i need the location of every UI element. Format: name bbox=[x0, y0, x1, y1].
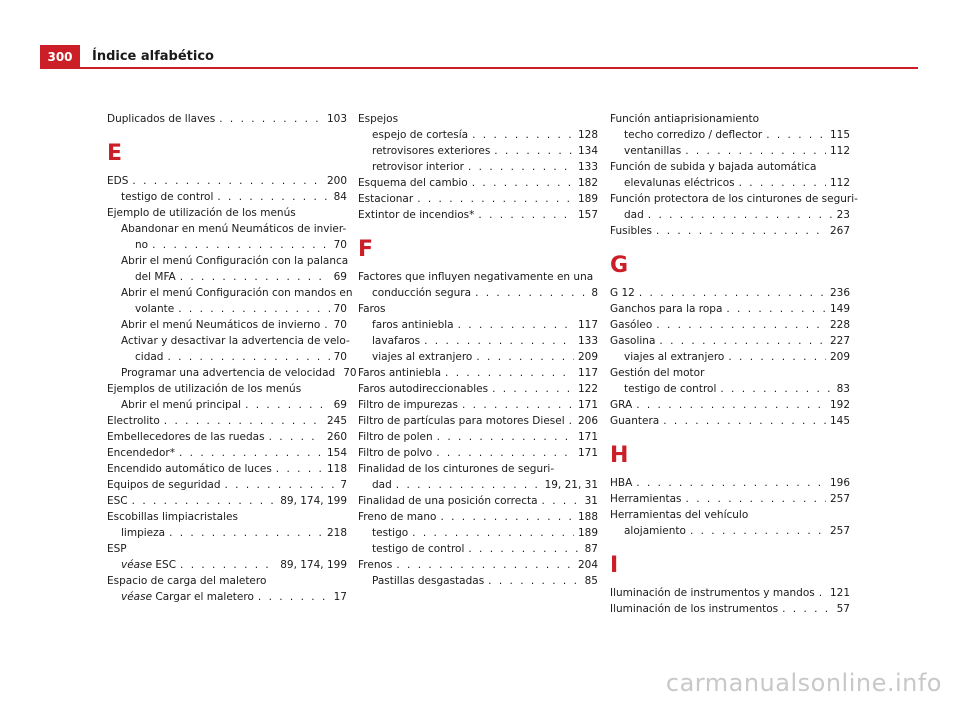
page-reference: 112 bbox=[829, 177, 850, 189]
index-entry bbox=[358, 413, 598, 429]
page-reference: 89, 174, 199 bbox=[280, 495, 347, 507]
dot-leader bbox=[656, 223, 826, 239]
entry-label: Filtro de partículas para motores Diesel bbox=[358, 415, 565, 427]
header-divider bbox=[40, 67, 918, 69]
index-entry bbox=[107, 413, 347, 429]
page-reference: 227 bbox=[829, 335, 850, 347]
index-subentry bbox=[107, 589, 347, 605]
index-entry bbox=[610, 585, 850, 601]
index-entry bbox=[358, 461, 598, 493]
dot-leader bbox=[468, 541, 580, 557]
entry-label: Duplicados de llaves bbox=[107, 113, 216, 125]
page-reference: 189 bbox=[577, 527, 598, 539]
dot-leader bbox=[478, 207, 574, 223]
page-reference: 200 bbox=[326, 175, 347, 187]
dot-leader bbox=[636, 397, 826, 413]
entry-label: G 12 bbox=[610, 287, 635, 299]
index-subentry bbox=[358, 127, 598, 143]
page-reference: 154 bbox=[326, 447, 347, 459]
dot-leader bbox=[412, 525, 574, 541]
entry-label: Abrir el menú Neumáticos de invierno bbox=[121, 319, 321, 331]
entry-label: Herramientas bbox=[610, 493, 682, 505]
entry-label: Faros bbox=[358, 303, 386, 315]
page-reference: 70 bbox=[333, 319, 347, 331]
page-reference: 19, 21, 31 bbox=[544, 479, 598, 491]
dot-leader bbox=[488, 573, 580, 589]
index-subentry bbox=[107, 397, 347, 413]
entry-label-continuation: conducción segura bbox=[372, 287, 472, 299]
index-subentry bbox=[107, 221, 347, 253]
see-reference: véase bbox=[121, 591, 153, 603]
entry-label: Freno de mano bbox=[358, 511, 437, 523]
index-subentry bbox=[358, 525, 598, 541]
entry-label: Pastillas desgastadas bbox=[372, 575, 485, 587]
entry-label: Filtro de impurezas bbox=[358, 399, 458, 411]
page-reference: 69 bbox=[333, 399, 347, 411]
page-reference: 8 bbox=[591, 287, 598, 299]
dot-leader bbox=[639, 285, 826, 301]
entry-label: testigo bbox=[372, 527, 409, 539]
page-reference: 117 bbox=[577, 367, 598, 379]
index-entry bbox=[610, 475, 850, 491]
index-entry bbox=[610, 223, 850, 239]
entry-label: Herramientas del vehículo bbox=[610, 509, 749, 521]
section-letter: F bbox=[358, 237, 374, 262]
entry-label: retrovisor interior bbox=[372, 161, 464, 173]
dot-leader bbox=[476, 349, 574, 365]
page-reference: 121 bbox=[829, 587, 850, 599]
section-letter: E bbox=[107, 141, 123, 166]
entry-label: Ejemplos de utilización de los menús bbox=[107, 383, 302, 395]
index-entry bbox=[610, 285, 850, 301]
dot-leader bbox=[440, 509, 574, 525]
page-reference: 133 bbox=[577, 161, 598, 173]
entry-label-continuation: dad bbox=[372, 479, 392, 491]
entry-label: Abrir el menú Configuración con mandos en bbox=[121, 287, 353, 299]
entry-label: Gasóleo bbox=[610, 319, 653, 331]
index-subentry bbox=[610, 175, 850, 191]
dot-leader bbox=[437, 429, 574, 445]
index-subentry bbox=[107, 317, 347, 333]
page-reference: 87 bbox=[584, 543, 598, 555]
page-reference: 149 bbox=[829, 303, 850, 315]
dot-leader bbox=[180, 269, 330, 285]
index-entry bbox=[358, 301, 598, 317]
index-subentry bbox=[358, 573, 598, 589]
dot-leader bbox=[458, 317, 574, 333]
page-reference: 145 bbox=[829, 415, 850, 427]
dot-leader bbox=[180, 557, 276, 573]
dot-leader bbox=[726, 301, 826, 317]
index-entry bbox=[358, 397, 598, 413]
index-subentry bbox=[107, 253, 347, 285]
index-entry bbox=[610, 397, 850, 413]
entry-label: Faros antiniebla bbox=[358, 367, 442, 379]
entry-label: HBA bbox=[610, 477, 633, 489]
dot-leader bbox=[269, 429, 323, 445]
dot-leader bbox=[424, 333, 574, 349]
watermark: carmanualsonline.info bbox=[665, 669, 942, 697]
entry-label: ventanillas bbox=[624, 145, 682, 157]
page-reference: 117 bbox=[577, 319, 598, 331]
index-subentry bbox=[610, 381, 850, 397]
dot-leader bbox=[245, 397, 330, 413]
index-subentry bbox=[107, 365, 357, 381]
index-subentry bbox=[358, 333, 598, 349]
index-entry bbox=[358, 269, 598, 301]
entry-label-continuation: volante bbox=[135, 303, 175, 315]
entry-label: Cargar el maletero bbox=[155, 591, 254, 603]
index-entry bbox=[610, 491, 850, 507]
index-entry bbox=[610, 507, 850, 523]
index-entry bbox=[358, 175, 598, 191]
page-reference: 85 bbox=[584, 575, 598, 587]
entry-label: Esquema del cambio bbox=[358, 177, 468, 189]
index-column-3 bbox=[610, 111, 858, 617]
entry-label: Equipos de seguridad bbox=[107, 479, 221, 491]
page-reference: 83 bbox=[836, 383, 850, 395]
dot-leader bbox=[739, 175, 826, 191]
entry-label: Guantera bbox=[610, 415, 660, 427]
index-subentry bbox=[107, 525, 347, 541]
page-reference: 69 bbox=[333, 271, 347, 283]
page-reference: 115 bbox=[829, 129, 850, 141]
index-column-1 bbox=[107, 111, 357, 605]
page-reference: 23 bbox=[836, 209, 850, 221]
entry-label: Espacio de carga del maletero bbox=[107, 575, 267, 587]
page-reference: 204 bbox=[577, 559, 598, 571]
page-reference: 70 bbox=[333, 303, 347, 315]
index-entry bbox=[107, 509, 347, 525]
page-reference: 84 bbox=[333, 191, 347, 203]
entry-label: Función protectora de los cinturones de seguri- bbox=[610, 193, 858, 205]
index-entry bbox=[358, 557, 598, 573]
entry-label: Abrir el menú principal bbox=[121, 399, 242, 411]
dot-leader bbox=[659, 333, 826, 349]
dot-leader bbox=[169, 525, 323, 541]
dot-leader bbox=[472, 127, 574, 143]
entry-label: Ejemplo de utilización de los menús bbox=[107, 207, 296, 219]
entry-label: Electrolito bbox=[107, 415, 160, 427]
index-entry bbox=[107, 429, 347, 445]
dot-leader bbox=[690, 523, 826, 539]
index-entry bbox=[107, 173, 347, 189]
page-reference: 171 bbox=[577, 431, 598, 443]
index-subentry bbox=[107, 557, 347, 573]
dot-leader bbox=[152, 237, 330, 253]
entry-label: Finalidad de una posición correcta bbox=[358, 495, 538, 507]
index-subentry bbox=[107, 333, 350, 365]
dot-leader bbox=[396, 557, 574, 573]
index-entry bbox=[610, 601, 850, 617]
index-entry bbox=[107, 541, 347, 557]
page-reference: 70 bbox=[343, 367, 357, 379]
entry-label: alojamiento bbox=[624, 525, 686, 537]
page-reference: 17 bbox=[333, 591, 347, 603]
page-reference: 245 bbox=[326, 415, 347, 427]
entry-label: Encendido automático de luces bbox=[107, 463, 272, 475]
dot-leader bbox=[167, 349, 329, 365]
entry-label: Filtro de polvo bbox=[358, 447, 433, 459]
entry-label: Extintor de incendios* bbox=[358, 209, 475, 221]
dot-leader bbox=[663, 413, 826, 429]
dot-leader bbox=[258, 589, 330, 605]
entry-label-continuation: no bbox=[135, 239, 149, 251]
dot-leader bbox=[224, 477, 336, 493]
index-entry bbox=[610, 317, 850, 333]
entry-label: Estacionar bbox=[358, 193, 414, 205]
entry-label: lavafaros bbox=[372, 335, 421, 347]
entry-label: Función de subida y bajada automática bbox=[610, 161, 817, 173]
index-entry bbox=[610, 301, 850, 317]
index-entry bbox=[358, 445, 598, 461]
dot-leader bbox=[472, 175, 574, 191]
entry-label-continuation: del MFA bbox=[135, 271, 176, 283]
index-column-2 bbox=[358, 111, 598, 589]
index-entry bbox=[358, 381, 598, 397]
entry-label: Factores que influyen negativamente en una bbox=[358, 271, 594, 283]
dot-leader bbox=[766, 127, 826, 143]
page-reference: 134 bbox=[577, 145, 598, 157]
page-reference: 57 bbox=[836, 603, 850, 615]
dot-leader bbox=[494, 143, 574, 159]
index-entry bbox=[107, 461, 347, 477]
entry-label: limpieza bbox=[121, 527, 166, 539]
page-reference: 171 bbox=[577, 399, 598, 411]
page-reference: 196 bbox=[829, 477, 850, 489]
entry-label: ESC bbox=[107, 495, 128, 507]
entry-label: espejo de cortesía bbox=[372, 129, 469, 141]
page-reference: 133 bbox=[577, 335, 598, 347]
index-entry bbox=[610, 111, 850, 127]
index-entry bbox=[610, 413, 850, 429]
entry-label: Embellecedores de las ruedas bbox=[107, 431, 265, 443]
index-entry bbox=[610, 365, 850, 381]
entry-label: Finalidad de los cinturones de seguri- bbox=[358, 463, 555, 475]
index-subentry bbox=[107, 189, 347, 205]
index-entry bbox=[610, 191, 858, 223]
dot-leader bbox=[819, 585, 826, 601]
dot-leader bbox=[276, 461, 323, 477]
dot-leader bbox=[132, 173, 323, 189]
page-reference: 218 bbox=[326, 527, 347, 539]
index-entry bbox=[358, 493, 598, 509]
index-entry bbox=[107, 445, 347, 461]
entry-label: ESP bbox=[107, 543, 127, 555]
dot-leader bbox=[462, 397, 574, 413]
page-reference: 192 bbox=[829, 399, 850, 411]
index-subentry bbox=[610, 143, 850, 159]
dot-leader bbox=[728, 349, 826, 365]
index-entry bbox=[358, 191, 598, 207]
entry-label: retrovisores exteriores bbox=[372, 145, 491, 157]
index-entry bbox=[358, 365, 598, 381]
dot-leader bbox=[636, 475, 826, 491]
page-reference: 188 bbox=[577, 511, 598, 523]
index-entry bbox=[107, 573, 347, 589]
entry-label-continuation: dad bbox=[624, 209, 644, 221]
entry-label: testigo de control bbox=[121, 191, 214, 203]
entry-label: Abrir el menú Configuración con la palanca bbox=[121, 255, 349, 267]
page-title: Índice alfabético bbox=[92, 49, 214, 64]
index-entry bbox=[107, 111, 347, 127]
dot-leader bbox=[179, 445, 323, 461]
page-reference: 112 bbox=[829, 145, 850, 157]
page-reference: 267 bbox=[829, 225, 850, 237]
section-letter: G bbox=[610, 253, 629, 278]
index-subentry bbox=[358, 159, 598, 175]
entry-label: Faros autodireccionables bbox=[358, 383, 489, 395]
page-reference: 206 bbox=[577, 415, 598, 427]
entry-label: Gasolina bbox=[610, 335, 656, 347]
index-subentry bbox=[358, 317, 598, 333]
page-reference: 103 bbox=[326, 113, 347, 125]
page-reference: 31 bbox=[584, 495, 598, 507]
index-entry bbox=[358, 207, 598, 223]
page-reference: 70 bbox=[333, 351, 347, 363]
index-entry bbox=[107, 493, 347, 509]
index-subentry bbox=[610, 349, 850, 365]
entry-label: Ganchos para la ropa bbox=[610, 303, 723, 315]
dot-leader bbox=[445, 365, 574, 381]
page-reference: 209 bbox=[829, 351, 850, 363]
section-letter: H bbox=[610, 443, 629, 468]
entry-label: elevalunas eléctricos bbox=[624, 177, 735, 189]
entry-label: testigo de control bbox=[372, 543, 465, 555]
dot-leader bbox=[475, 285, 587, 301]
page-reference: 171 bbox=[577, 447, 598, 459]
entry-label: Iluminación de instrumentos y mandos bbox=[610, 587, 815, 599]
dot-leader bbox=[720, 381, 832, 397]
dot-leader bbox=[542, 493, 581, 509]
page-reference: 228 bbox=[829, 319, 850, 331]
page-reference: 7 bbox=[340, 479, 347, 491]
index-subentry bbox=[358, 349, 598, 365]
entry-label: techo corredizo / deflector bbox=[624, 129, 763, 141]
dot-leader bbox=[782, 601, 833, 617]
dot-leader bbox=[569, 413, 574, 429]
dot-leader bbox=[492, 381, 574, 397]
entry-label: Frenos bbox=[358, 559, 393, 571]
dot-leader bbox=[686, 491, 826, 507]
index-subentry bbox=[610, 127, 850, 143]
see-reference: véase bbox=[121, 559, 153, 571]
index-entry bbox=[107, 381, 347, 397]
entry-label: Espejos bbox=[358, 113, 399, 125]
index-entry bbox=[358, 429, 598, 445]
section-letter: I bbox=[610, 553, 619, 578]
entry-label: viajes al extranjero bbox=[624, 351, 725, 363]
page-reference: 209 bbox=[577, 351, 598, 363]
index-subentry bbox=[358, 541, 598, 557]
entry-label: testigo de control bbox=[624, 383, 717, 395]
dot-leader bbox=[468, 159, 574, 175]
entry-label-continuation: cidad bbox=[135, 351, 164, 363]
dot-leader bbox=[648, 207, 833, 223]
entry-label: Iluminación de los instrumentos bbox=[610, 603, 779, 615]
entry-label: GRA bbox=[610, 399, 633, 411]
dot-leader bbox=[656, 317, 826, 333]
index-entry bbox=[610, 159, 850, 175]
dot-leader bbox=[324, 317, 329, 333]
page-reference: 236 bbox=[829, 287, 850, 299]
dot-leader bbox=[417, 191, 574, 207]
entry-label: Función antiaprisionamiento bbox=[610, 113, 760, 125]
page-reference: 189 bbox=[577, 193, 598, 205]
dot-leader bbox=[219, 111, 323, 127]
page-reference: 122 bbox=[577, 383, 598, 395]
page-reference: 257 bbox=[829, 493, 850, 505]
index-subentry bbox=[610, 523, 850, 539]
page-reference: 70 bbox=[333, 239, 347, 251]
dot-leader bbox=[396, 477, 541, 493]
entry-label: ESC bbox=[155, 559, 177, 571]
index-subentry bbox=[358, 143, 598, 159]
page-header bbox=[0, 0, 960, 70]
entry-label: Programar una advertencia de velocidad bbox=[121, 367, 336, 379]
entry-label: viajes al extranjero bbox=[372, 351, 473, 363]
entry-label: Activar y desactivar la advertencia de velo- bbox=[121, 335, 350, 347]
page-reference: 118 bbox=[326, 463, 347, 475]
page-reference: 260 bbox=[326, 431, 347, 443]
page-reference: 157 bbox=[577, 209, 598, 221]
entry-label: faros antiniebla bbox=[372, 319, 454, 331]
page-reference: 182 bbox=[577, 177, 598, 189]
index-entry bbox=[610, 333, 850, 349]
index-entry bbox=[358, 509, 598, 525]
entry-label: Abandonar en menú Neumáticos de invier- bbox=[121, 223, 347, 235]
dot-leader bbox=[178, 301, 329, 317]
page-reference: 257 bbox=[829, 525, 850, 537]
index-subentry bbox=[107, 285, 353, 317]
entry-label: Gestión del motor bbox=[610, 367, 705, 379]
page-reference: 128 bbox=[577, 129, 598, 141]
entry-label: Encendedor* bbox=[107, 447, 175, 459]
dot-leader bbox=[685, 143, 826, 159]
entry-label: Fusibles bbox=[610, 225, 653, 237]
page-reference: 89, 174, 199 bbox=[280, 559, 347, 571]
index-entry bbox=[107, 477, 347, 493]
dot-leader bbox=[164, 413, 323, 429]
page-number: 300 bbox=[40, 45, 80, 68]
entry-label: Filtro de polen bbox=[358, 431, 433, 443]
index-entry bbox=[107, 205, 347, 221]
index-entry bbox=[358, 111, 598, 127]
entry-label: EDS bbox=[107, 175, 129, 187]
entry-label: Escobillas limpiacristales bbox=[107, 511, 238, 523]
dot-leader bbox=[436, 445, 574, 461]
dot-leader bbox=[217, 189, 329, 205]
dot-leader bbox=[132, 493, 277, 509]
